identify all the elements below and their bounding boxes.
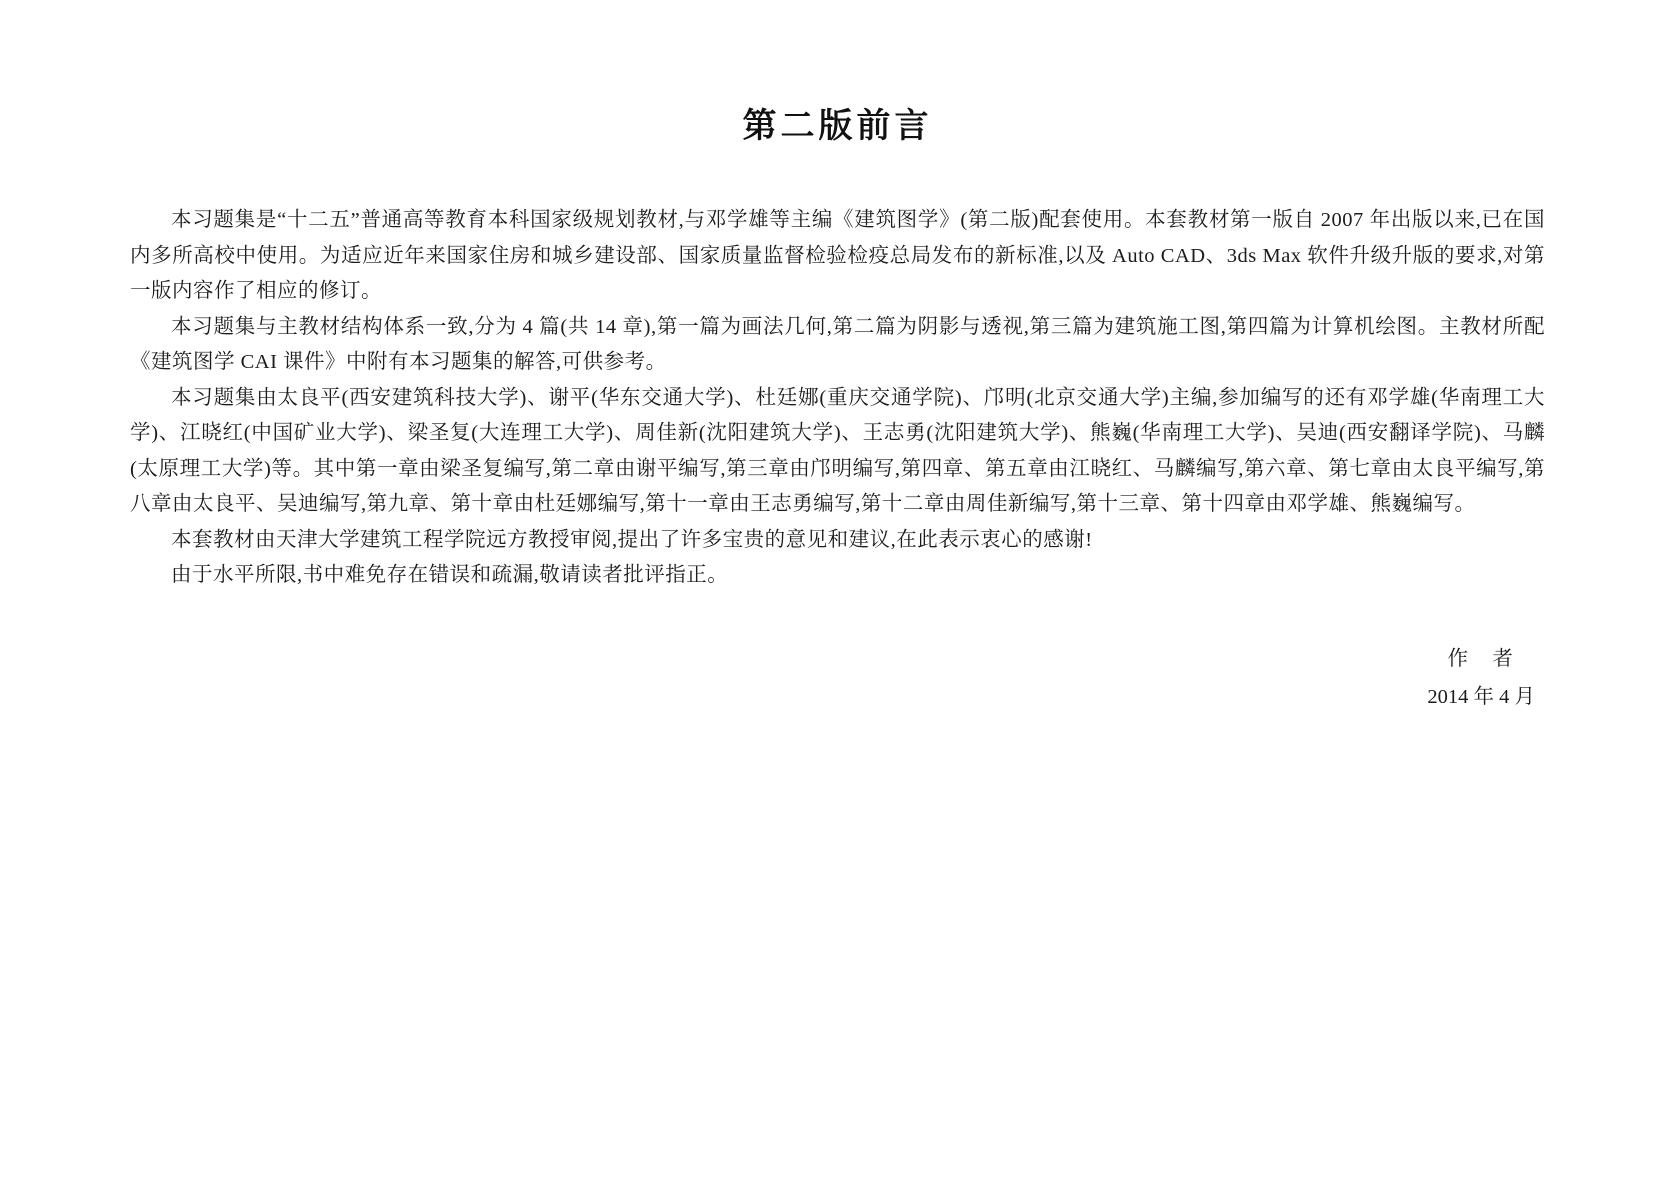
paragraph-1: 本习题集是“十二五”普通高等教育本科国家级规划教材,与邓学雄等主编《建筑图学》(第二版)配套使用。本套教材第一版自 2007 年出版以来,已在国内多所高校中使用。为适应近年来国家住房和城乡建设部、国家质量监督检验检疫总局发布的新标准,以及 Auto CAD、3ds Max 软件升级升版的要求,对第一版内容作了相应的修订。 (130, 209, 1545, 302)
signature-date: 2014 年 4 月 (1427, 685, 1535, 708)
paragraph-2: 本习题集与主教材结构体系一致,分为 4 篇(共 14 章),第一篇为画法几何,第二篇为阴影与透视,第三篇为建筑施工图,第四篇为计算机绘图。主教材所配《建筑图学 CAI 课件》中附有本习题集的解答,可供参考。 (130, 315, 1545, 373)
paragraph-5: 由于水平所限,书中难免存在错误和疏漏,敬请读者批评指正。 (171, 564, 729, 586)
paragraph-4: 本套教材由天津大学建筑工程学院远方教授审阅,提出了许多宝贵的意见和建议,在此表示衷心的感谢! (171, 528, 1093, 551)
signature-author: 作 者 (1447, 647, 1515, 670)
signature-block (0, 640, 1675, 716)
page-title: 第二版前言 (742, 107, 933, 145)
preface-body (130, 203, 1545, 594)
signature-inner (1427, 640, 1535, 716)
paragraph-3: 本习题集由太良平(西安建筑科技大学)、谢平(华东交通大学)、杜廷娜(重庆交通学院)、邝明(北京交通大学)主编,参加编写的还有邓学雄(华南理工大学)、江晓红(中国矿业大学)、梁圣复(大连理工大学)、周佳新(沈阳建筑大学)、王志勇(沈阳建筑大学)、熊巍(华南理工大学)、吴迪(西安翻译学院)、马麟(太原理工大学)等。其中第一章由梁圣复编写,第二章由谢平编写,第三章由邝明编写,第四章、第五章由江晓红、马麟编写,第六章、第七章由太良平编写,第八章由太良平、吴迪编写,第九章、第十章由杜廷娜编写,第十一章由王志勇编写,第十二章由周佳新编写,第十三章、第十四章由邓学雄、熊巍编写。 (130, 386, 1545, 515)
